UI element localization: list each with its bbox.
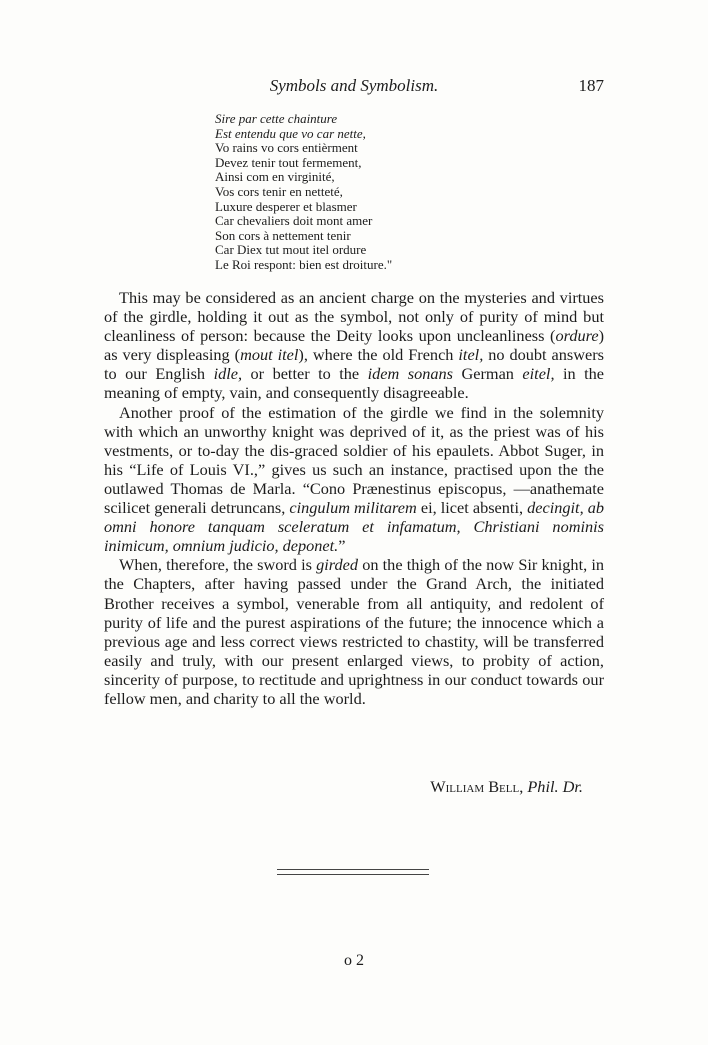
verse-line: Son cors à nettement tenir (215, 227, 351, 243)
body-text (104, 288, 604, 708)
verse-line: Car chevaliers doit mont amer (215, 213, 373, 229)
verse-quotation (215, 112, 515, 273)
page-number: 187 (578, 76, 604, 95)
end-rule (277, 869, 429, 875)
verse-line: Luxure desperer et blasmer (215, 198, 357, 214)
verse-line: Sire par cette chainture (215, 111, 338, 126)
signature-mark: o 2 (344, 952, 364, 969)
paragraph-sword-girded: When, therefore, the sword is girded on the thigh of the now Sir knight, in the Chapters, after having passed under the Grand Arch, the initiated Brother receives a symbol, venerable from all antiquity, and redolent of purity of life and the purest aspirations of the future; the innocence which a previous age and less correct views restricted to chastity, will be transferred easily and truly, with our present enlarged views, to probity of action, sincerity of purpose, to rectitude and uprightness in our conduct towards our fellow men, and charity to all the world. (104, 555, 604, 708)
running-title: Symbols and Symbolism. (269, 76, 439, 95)
paragraph-another-proof: Another proof of the estimation of the girdle we find in the solemnity with which an unworthy knight was deprived of it, as the priest was of his vestments, or to-day the dis-graced soldier of his epaulets. Abbot Suger, in his “Life of Louis VI.,” gives us such an instance, practised upon the the outlawed Thomas de Marla. “Cono Prænestinus episcopus, —anathemate scilicet generali detruncans, cingulum militarem ei, licet absenti, decingit, ab omni honore tanquam sceleratum et infamatum, Christiani nominis inimicum, omnium judicio, deponet.” (104, 402, 605, 556)
verse-line: Car Diex tut mout itel ordure (215, 242, 367, 258)
verse-line: Ainsi com en virginité, (215, 169, 335, 185)
page-header (104, 76, 604, 100)
verse-line: Vos cors tenir en netteté, (215, 183, 343, 199)
verse-line: Devez tenir tout fermement, (215, 154, 362, 170)
paragraph-girdle-charge: This may be considered as an ancient charge on the mysteries and virtues of the girdle, holding it out as the symbol, not only of purity of mind but cleanliness of person: because the Deity looks upon uncleanliness (ordure) as very displeasing (mout itel), where the old French itel, no doubt answers to our English idle, or better to the idem sonans German eitel, in the meaning of empty, vain, and consequently disagreeable. (104, 288, 605, 403)
author-signature (104, 777, 583, 797)
verse-line: Le Roi respont: bien est droiture." (215, 256, 393, 272)
author-title: Phil. Dr. (527, 777, 583, 796)
verse-line: Est entendu que vo car nette, (215, 125, 366, 141)
author-name: William Bell, (430, 777, 524, 796)
verse-line: Vo rains vo cors entièrment (215, 140, 358, 156)
